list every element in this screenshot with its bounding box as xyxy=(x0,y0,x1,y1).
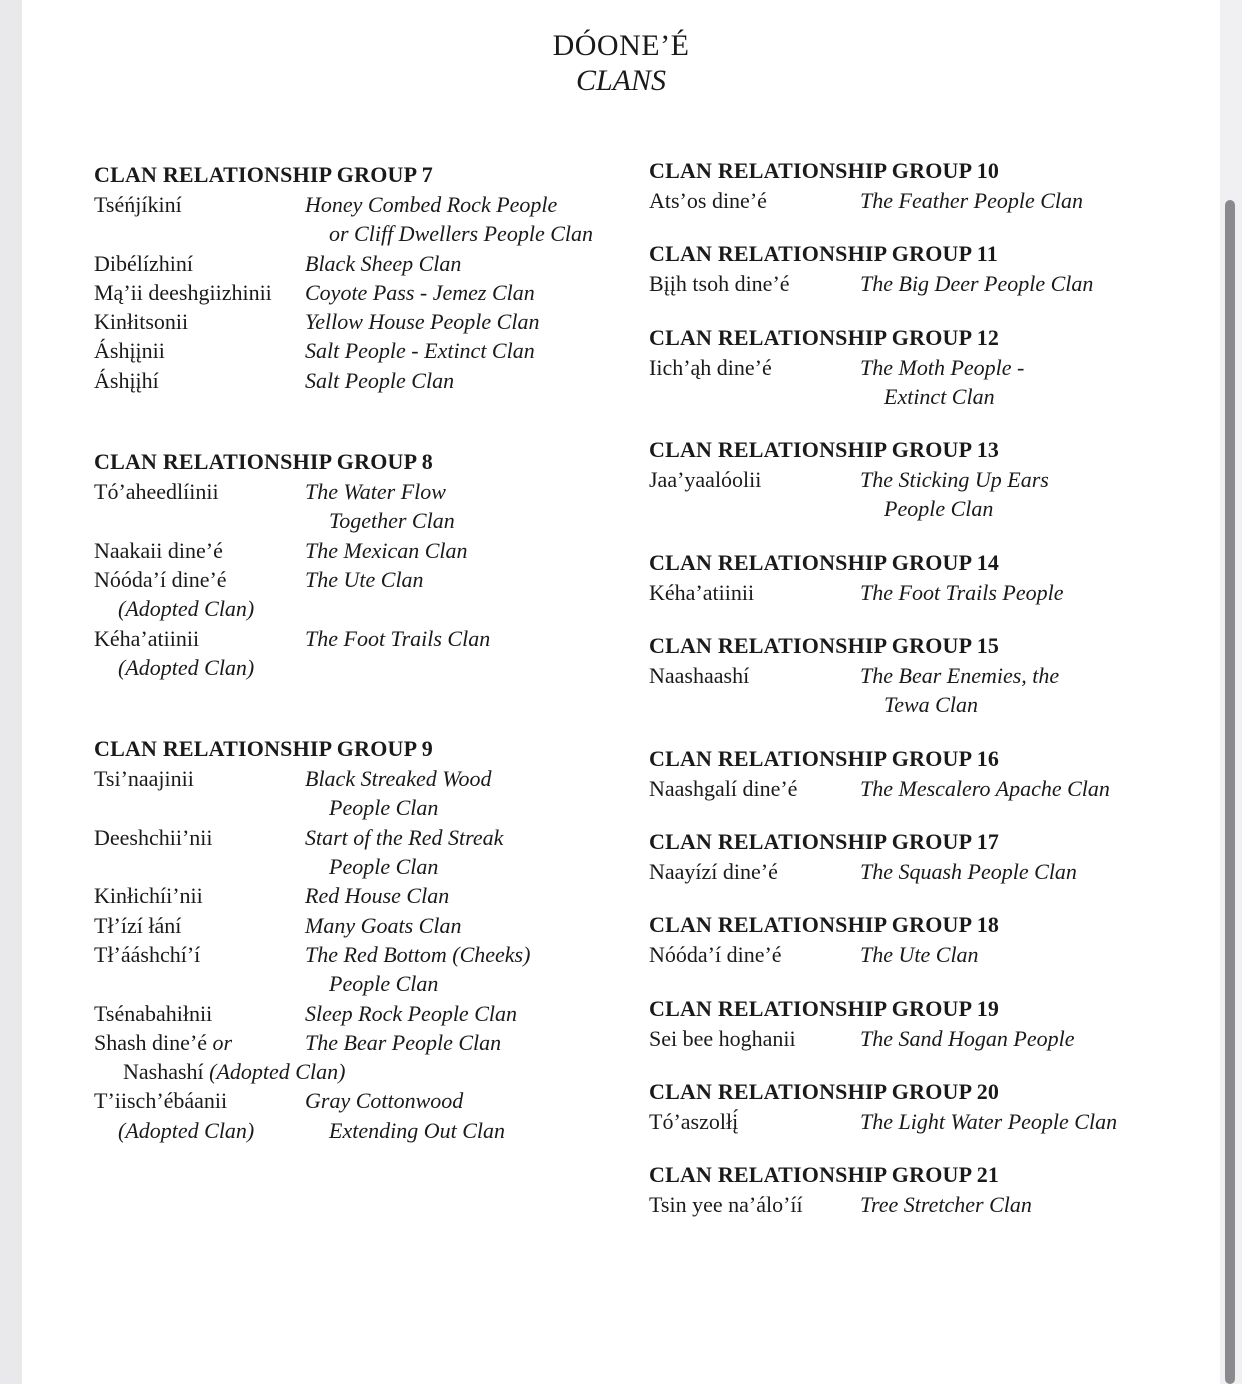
clan-group xyxy=(649,323,1209,412)
english-name xyxy=(305,940,614,999)
clan-entry xyxy=(94,307,614,336)
native-name: Ats’os dine’é xyxy=(649,188,767,213)
english-name-line: The Foot Trails Clan xyxy=(305,625,491,651)
english-name-line: Extending Out Clan xyxy=(329,1117,505,1143)
page-title: DÓONE’É xyxy=(552,29,690,62)
native-name: Naayízí dine’é xyxy=(649,858,778,884)
english-name-line: Black Streaked Wood xyxy=(305,766,492,792)
left-column xyxy=(94,160,614,1197)
title-block xyxy=(0,28,1242,98)
english-name-line: Red House Clan xyxy=(305,883,450,909)
english-name-line: People Clan xyxy=(329,854,439,880)
english-name-line: Tewa Clan xyxy=(884,692,978,718)
clan-entry xyxy=(94,366,614,395)
clan-entry xyxy=(649,186,1209,215)
native-name: Kéha’atiinii xyxy=(649,579,755,605)
native-name: Naashgalí dine’é xyxy=(649,775,798,801)
clan-group xyxy=(649,744,1209,803)
english-name xyxy=(860,353,1209,412)
clan-entry xyxy=(649,1107,1209,1136)
english-name-line: The Mexican Clan xyxy=(305,537,468,563)
english-name-line: The Ute Clan xyxy=(860,942,979,968)
right-column xyxy=(649,156,1209,1243)
native-name: Tó’aszolłį́ xyxy=(649,1108,739,1134)
native-name: Tsi’naajinii xyxy=(94,766,194,792)
adopted-note: (Adopted Clan) xyxy=(118,1117,255,1143)
english-name-line: Salt People Clan xyxy=(305,367,455,393)
native-name: Tó’aheedlíinii xyxy=(94,479,219,505)
clan-entry xyxy=(649,465,1209,524)
group-heading: CLAN RELATIONSHIP GROUP 16 xyxy=(649,745,1000,771)
english-name-line: Extinct Clan xyxy=(884,383,995,409)
clan-group xyxy=(94,734,614,1145)
english-name xyxy=(305,999,614,1028)
english-name xyxy=(305,307,614,336)
english-name-line: Together Clan xyxy=(329,508,455,534)
english-name-line: The Bear People Clan xyxy=(305,1029,502,1055)
native-name: Naashaashí xyxy=(649,663,750,689)
alternate-name: Nashashí (Adopted Clan) xyxy=(123,1059,346,1085)
clan-entry xyxy=(94,999,614,1028)
group-heading: CLAN RELATIONSHIP GROUP 21 xyxy=(649,1162,1000,1188)
english-name xyxy=(860,186,1209,215)
english-name-line: The Squash People Clan xyxy=(860,858,1077,884)
group-heading: CLAN RELATIONSHIP GROUP 20 xyxy=(649,1078,1000,1104)
english-name-line: The Red Bottom (Cheeks) xyxy=(305,941,531,967)
native-name: Jaa’yaalóolii xyxy=(649,467,762,493)
group-heading: CLAN RELATIONSHIP GROUP 13 xyxy=(649,437,1000,463)
clan-group xyxy=(649,631,1209,720)
group-heading: CLAN RELATIONSHIP GROUP 12 xyxy=(649,324,1000,350)
english-name-line: or Cliff Dwellers People Clan xyxy=(329,221,593,247)
english-name-line: Black Sheep Clan xyxy=(305,250,462,276)
english-name xyxy=(860,940,1209,969)
clan-group xyxy=(94,160,614,395)
english-name xyxy=(860,1107,1209,1136)
native-name: Tł’ááshchí’í xyxy=(94,941,201,967)
clan-group xyxy=(649,827,1209,886)
clan-entry xyxy=(649,353,1209,412)
native-name: Tséńjíkiní xyxy=(94,192,182,217)
english-name xyxy=(305,823,614,882)
scrollbar-thumb[interactable] xyxy=(1225,200,1235,1384)
english-name xyxy=(305,366,614,395)
clan-group xyxy=(649,435,1209,524)
english-name xyxy=(860,269,1209,298)
adopted-note: (Adopted Clan) xyxy=(209,1059,346,1085)
english-name-line: Tree Stretcher Clan xyxy=(860,1192,1032,1218)
native-name: Nóóda’í dine’é xyxy=(649,942,782,968)
english-name-line: The Feather People Clan xyxy=(860,188,1084,213)
clan-group xyxy=(649,1077,1209,1136)
english-name-line: The Big Deer People Clan xyxy=(860,271,1094,297)
native-name: Kinłichíi’nii xyxy=(94,883,203,909)
english-name xyxy=(305,565,614,594)
adopted-note: (Adopted Clan) xyxy=(118,596,255,622)
native-name: Kinłitsonii xyxy=(94,309,189,335)
english-name-line: People Clan xyxy=(329,971,439,997)
group-heading: CLAN RELATIONSHIP GROUP 10 xyxy=(649,158,1000,183)
clan-entry xyxy=(94,911,614,940)
english-name xyxy=(860,1024,1209,1053)
clan-entry xyxy=(94,249,614,278)
native-name: Iich’ąh dine’é xyxy=(649,354,772,380)
group-heading: CLAN RELATIONSHIP GROUP 18 xyxy=(649,912,1000,938)
english-name xyxy=(860,857,1209,886)
clan-group xyxy=(94,447,614,682)
clan-entry xyxy=(94,536,614,565)
group-heading: CLAN RELATIONSHIP GROUP 17 xyxy=(649,828,1000,854)
english-name-line: People Clan xyxy=(884,496,994,522)
english-name xyxy=(305,1086,614,1145)
group-heading: CLAN RELATIONSHIP GROUP 11 xyxy=(649,241,998,267)
clan-entry xyxy=(649,578,1209,607)
english-name xyxy=(305,249,614,278)
native-name: Shash dine’é or xyxy=(94,1029,233,1055)
clan-group xyxy=(649,910,1209,969)
clan-entry xyxy=(649,857,1209,886)
english-name xyxy=(860,578,1209,607)
english-name-line: Many Goats Clan xyxy=(305,912,462,938)
english-name-line: Coyote Pass - Jemez Clan xyxy=(305,279,535,305)
group-heading: CLAN RELATIONSHIP GROUP 7 xyxy=(94,162,433,187)
english-name-line: The Ute Clan xyxy=(305,566,424,592)
clan-entry xyxy=(94,823,614,882)
english-name-line: Start of the Red Streak xyxy=(305,824,504,850)
clan-group xyxy=(649,156,1209,215)
english-name xyxy=(860,1190,1209,1219)
english-name xyxy=(305,911,614,940)
english-name xyxy=(305,536,614,565)
clan-entry xyxy=(94,881,614,910)
clan-entry xyxy=(94,624,614,683)
clan-group xyxy=(649,239,1209,298)
english-name-line: The Sand Hogan People xyxy=(860,1025,1075,1051)
group-heading: CLAN RELATIONSHIP GROUP 9 xyxy=(94,736,433,762)
native-name: Naakaii dine’é xyxy=(94,537,223,563)
english-name-line: The Light Water People Clan xyxy=(860,1108,1118,1134)
group-heading: CLAN RELATIONSHIP GROUP 19 xyxy=(649,995,1000,1021)
english-name-line: Gray Cottonwood xyxy=(305,1088,464,1114)
native-name: Tł’ízí łání xyxy=(94,912,182,938)
english-name xyxy=(305,764,614,823)
native-name: Bįįh tsoh dine’é xyxy=(649,271,790,297)
english-name-line: The Sticking Up Ears xyxy=(860,467,1049,493)
native-name: Áshįįnii xyxy=(94,338,165,364)
native-name: Nóóda’í dine’é xyxy=(94,566,227,592)
clan-entry xyxy=(649,1190,1209,1219)
native-name: Mą’ii deeshgiizhinii xyxy=(94,279,272,305)
page-subtitle: CLANS xyxy=(575,64,667,97)
or-conjunction: or xyxy=(212,1029,233,1055)
english-name xyxy=(860,774,1209,803)
english-name-line: The Bear Enemies, the xyxy=(860,663,1060,689)
clan-entry xyxy=(649,661,1209,720)
clan-entry xyxy=(94,764,614,823)
clan-entry xyxy=(94,940,614,999)
group-heading: CLAN RELATIONSHIP GROUP 14 xyxy=(649,549,1000,575)
clan-group xyxy=(649,1160,1209,1219)
group-heading: CLAN RELATIONSHIP GROUP 8 xyxy=(94,449,433,475)
clan-group xyxy=(649,994,1209,1053)
english-name xyxy=(305,477,614,536)
clan-entry xyxy=(649,774,1209,803)
group-heading: CLAN RELATIONSHIP GROUP 15 xyxy=(649,633,1000,659)
clan-entry xyxy=(94,336,614,365)
clan-entry xyxy=(94,477,614,536)
clan-entry xyxy=(649,940,1209,969)
english-name xyxy=(305,336,614,365)
english-name xyxy=(305,190,614,249)
clan-entry xyxy=(649,1024,1209,1053)
clan-entry xyxy=(94,565,614,624)
english-name-line: The Foot Trails People xyxy=(860,579,1064,605)
english-name-line: The Moth People - xyxy=(860,354,1025,380)
native-name: Tsin yee na’álo’íí xyxy=(649,1192,803,1218)
clan-entry xyxy=(94,1028,614,1087)
english-name xyxy=(305,624,614,653)
adopted-note: (Adopted Clan) xyxy=(118,654,255,680)
clan-entry xyxy=(94,278,614,307)
native-name: Kéha’atiinii xyxy=(94,625,200,651)
english-name xyxy=(860,661,1209,720)
english-name xyxy=(305,1028,614,1057)
english-name-line: The Mescalero Apache Clan xyxy=(860,775,1110,801)
native-name: Deeshchii’nii xyxy=(94,824,213,850)
clan-entry xyxy=(94,190,614,249)
english-name-line: People Clan xyxy=(329,795,439,821)
native-name: Dibélízhiní xyxy=(94,250,193,276)
clan-group xyxy=(649,548,1209,607)
native-name: Áshįįhí xyxy=(94,367,159,393)
english-name xyxy=(860,465,1209,524)
english-name xyxy=(305,881,614,910)
native-name: Tsénabahiłnii xyxy=(94,1000,213,1026)
english-name-line: Salt People - Extinct Clan xyxy=(305,338,535,364)
english-name-line: The Water Flow xyxy=(305,479,446,505)
english-name xyxy=(305,278,614,307)
english-name-line: Yellow House People Clan xyxy=(305,309,540,335)
english-name-line: Sleep Rock People Clan xyxy=(305,1000,517,1026)
clan-entry xyxy=(649,269,1209,298)
native-name: Sei bee hoghanii xyxy=(649,1025,796,1051)
native-name: T’iisch’ébáanii xyxy=(94,1088,228,1114)
english-name-line: Honey Combed Rock People xyxy=(305,192,558,217)
clan-entry xyxy=(94,1086,614,1145)
